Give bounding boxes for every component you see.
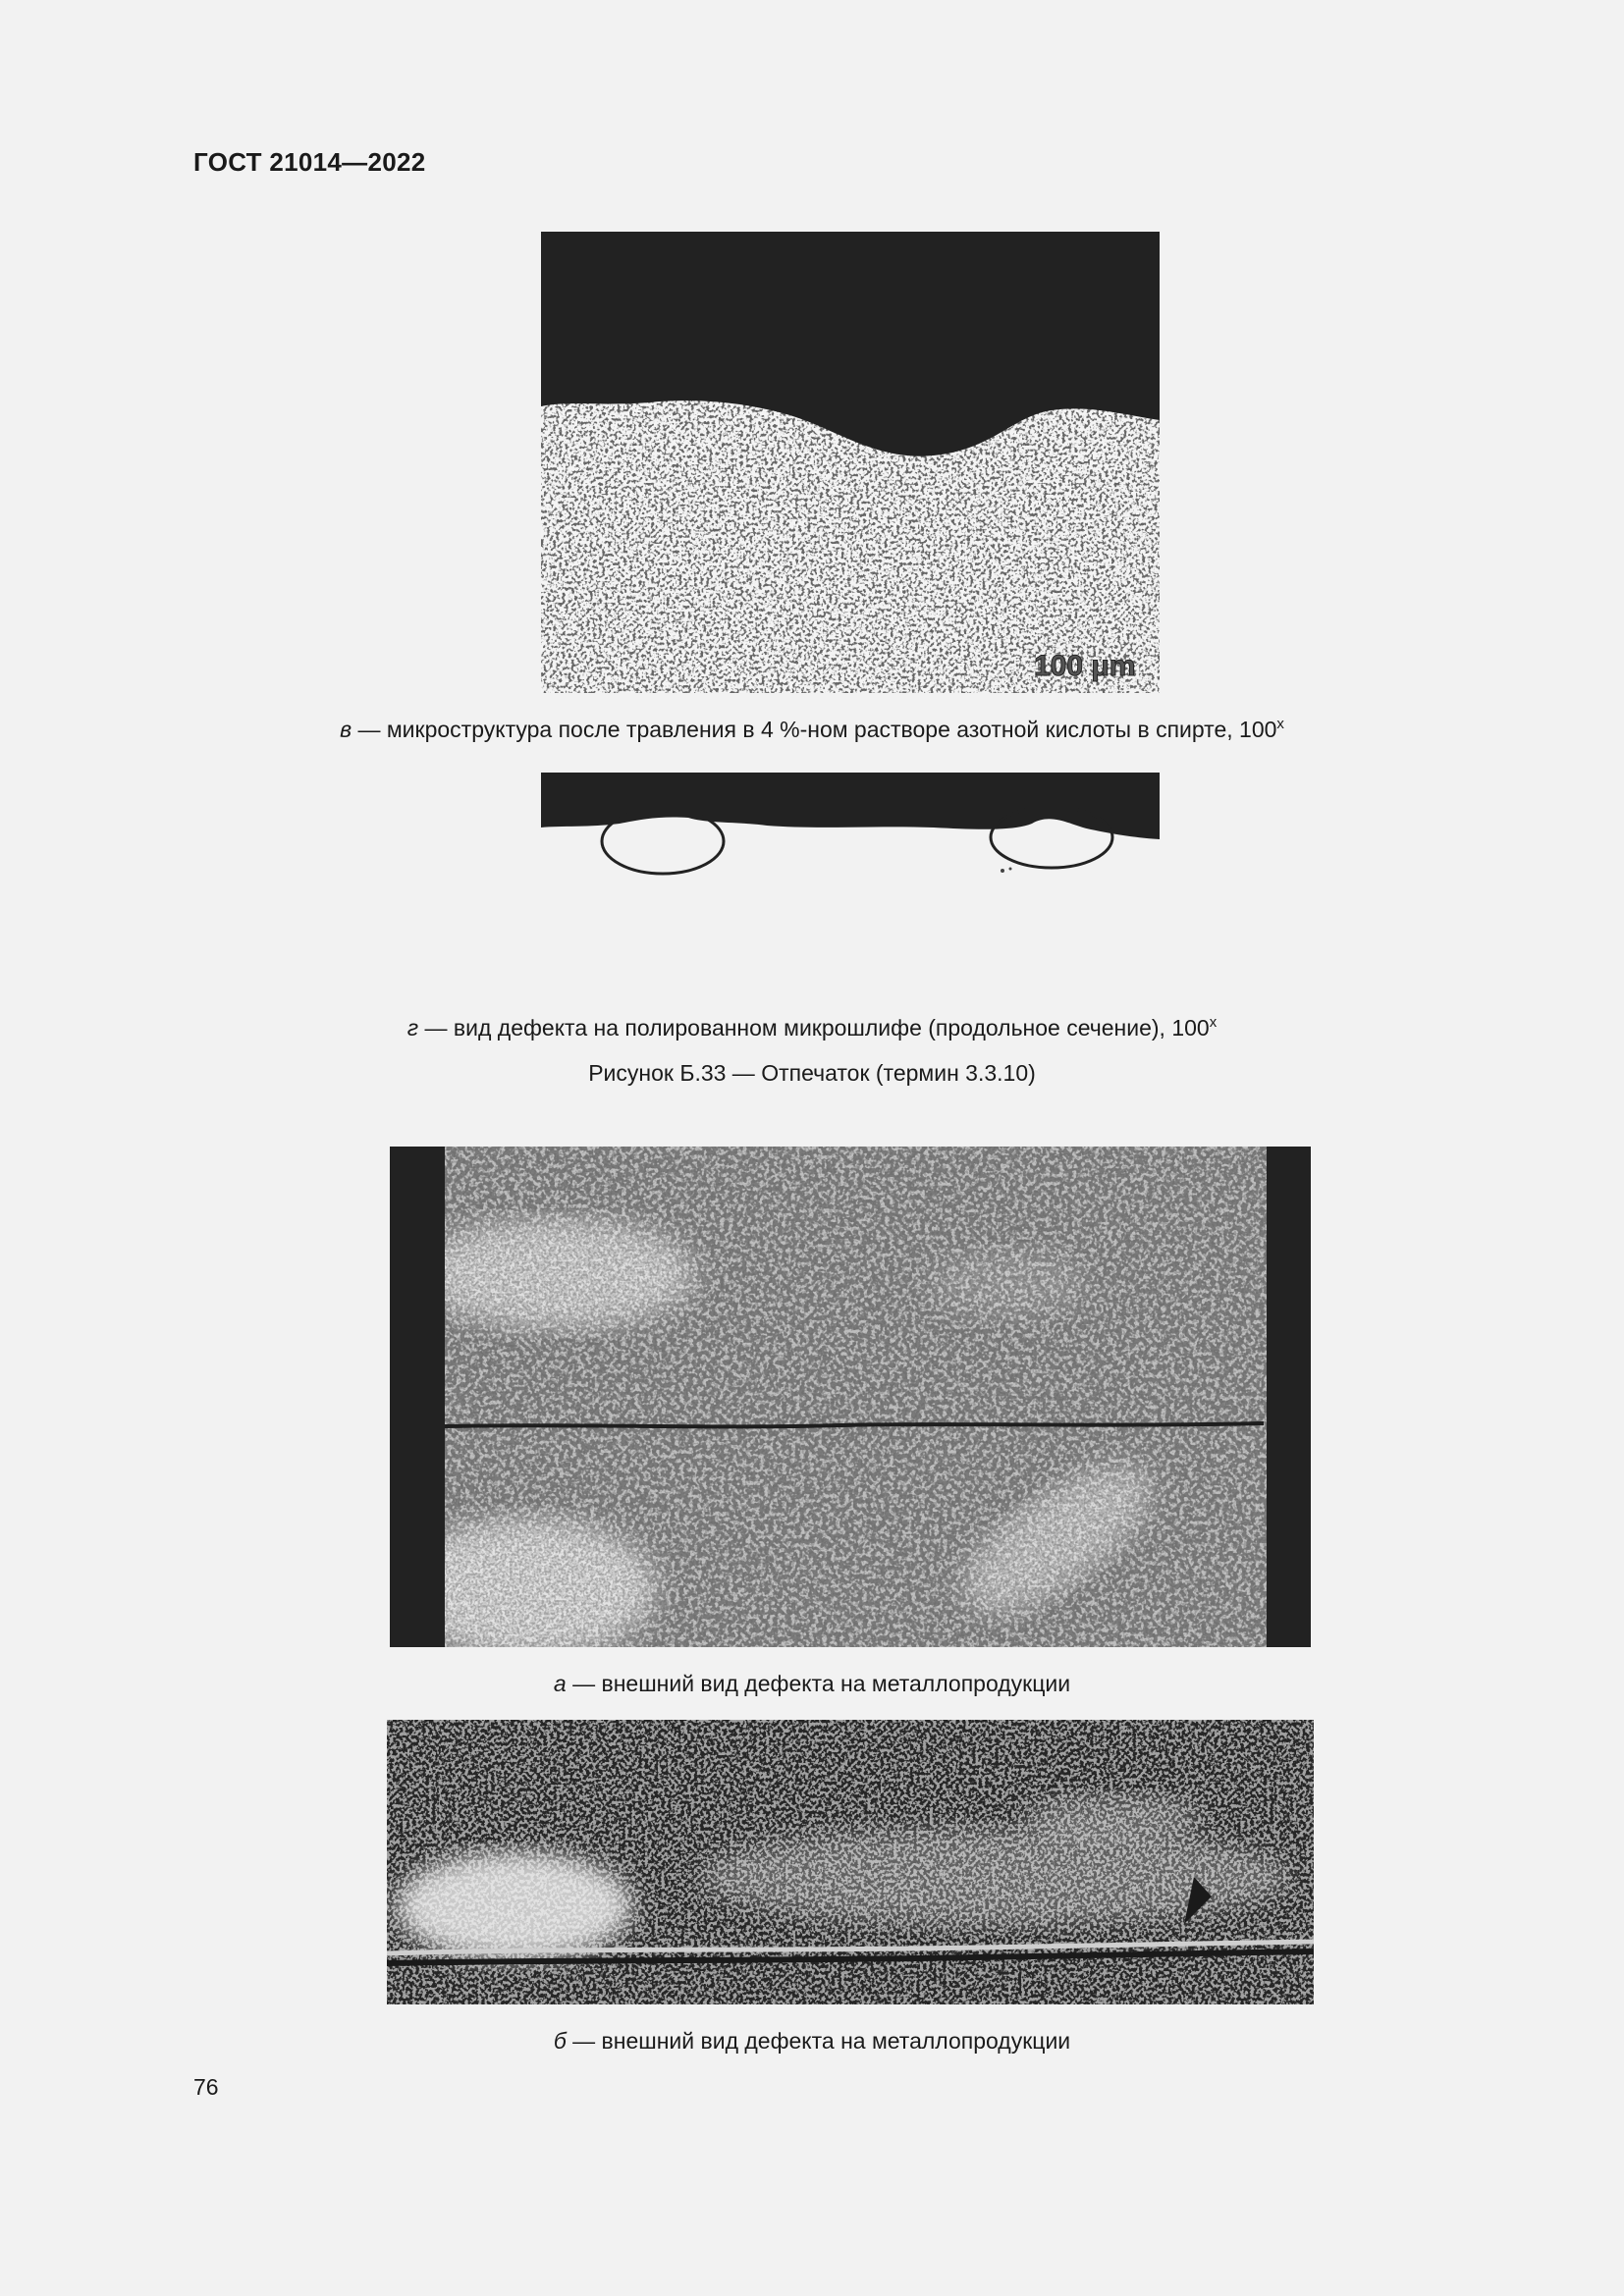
magnification-mark: x [1209,1014,1218,1031]
caption-letter: г [406,1015,419,1041]
figure-title: Рисунок Б.33 — Отпечаток (термин 3.3.10) [588,1060,1036,1086]
caption-panel-g [0,1013,1624,1042]
scale-bar-label: 100 μm [1034,650,1136,682]
caption-panel-b [0,2026,1624,2056]
caption-letter: в [340,717,352,742]
polished-microsection-photo [541,773,1160,910]
caption-text: — внешний вид дефекта на металлопродукции [566,2028,1071,2054]
caption-panel-v [0,715,1624,744]
caption-text: — вид дефекта на полированном микрошлифе (продольное сечение), 100 [418,1015,1210,1041]
caption-letter: а [553,1671,567,1696]
caption-letter: б [553,2028,567,2054]
defect-external-photo-a [390,1147,1311,1647]
page-number: 76 [193,2074,219,2100]
caption-panel-a [0,1669,1624,1698]
defect-external-photo-b [387,1720,1314,2004]
microstructure-photo [541,232,1160,693]
caption-text: — внешний вид дефекта на металлопродукции [566,1671,1071,1696]
document-code: ГОСТ 21014—2022 [193,147,426,177]
magnification-mark: x [1276,716,1284,732]
caption-text: — микроструктура после травления в 4 %-ном растворе азотной кислоты в спирте, 100 [352,717,1277,742]
